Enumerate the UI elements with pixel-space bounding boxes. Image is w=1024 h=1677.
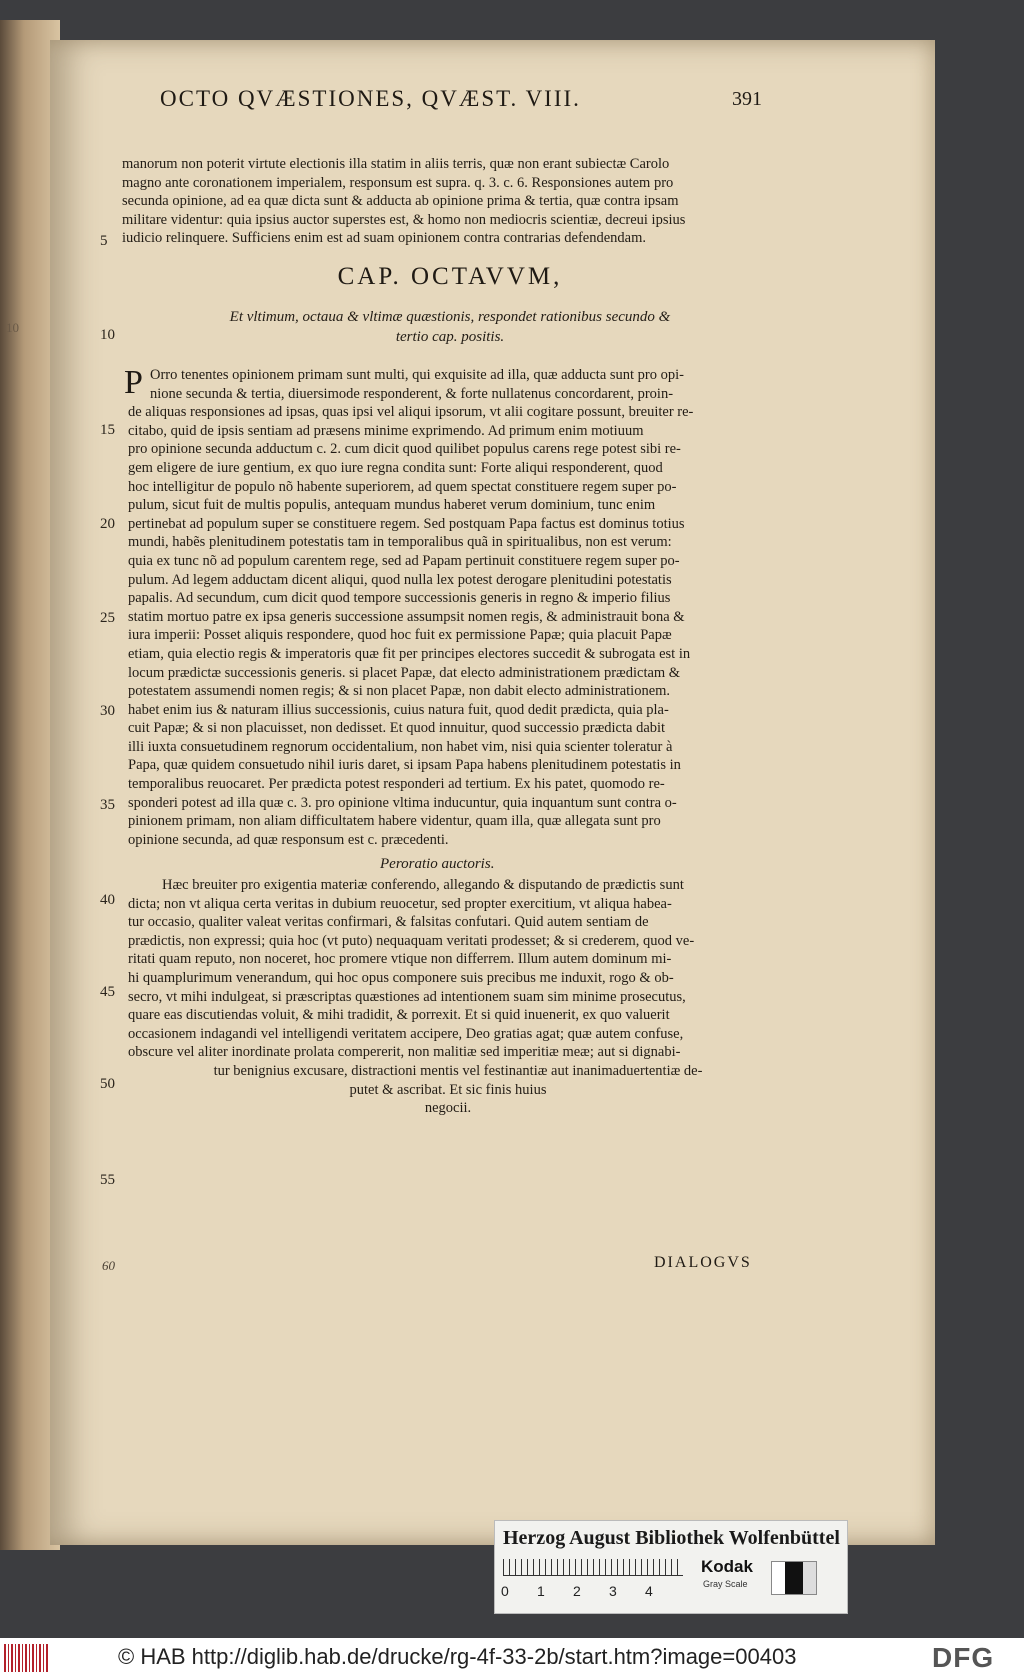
margin-line-number: 20: [100, 516, 115, 532]
subtitle-line: tertio cap. positis.: [395, 329, 505, 345]
catchword: DIALOGVS: [654, 1254, 752, 1271]
text-line: magno ante coronationem imperialem, responsum est supra. q. 3. c. 6. Responsiones autem pro: [122, 174, 674, 191]
text-line: de aliquas responsiones ad ipsas, quas ipsi vel aliqui ipsorum, vt alii cogitare possunt, breuiter re-: [128, 404, 694, 421]
text-line: gem eligere de iure gentium, ex quo iure regna condita sunt: Forte aliqui responderent, quod: [128, 459, 663, 476]
text-line: iudicio relinquere. Sufficiens enim est ad suam opinionem contra contrarias defendendam.: [122, 230, 646, 247]
margin-line-number: 15: [100, 422, 115, 438]
margin-line-number: 50: [100, 1076, 115, 1092]
text-line: citabo, quid de ipsis sentiam ad præsens minime exprimendo. Ad primum enim motiuum: [128, 422, 644, 439]
gray-scale-label: Gray Scale: [703, 1579, 748, 1589]
tick-label: 1: [537, 1583, 545, 1599]
tick-label: 2: [573, 1583, 581, 1599]
text-line: negocii.: [424, 1100, 472, 1117]
margin-line-number: 60: [102, 1258, 115, 1273]
chapter-heading: CAP. OCTAVVM,: [337, 263, 563, 290]
peroratio-heading: Peroratio auctoris.: [380, 856, 495, 872]
main-paragraph: [128, 366, 768, 849]
text-line: dicta; non vt aliqua certa veritas in dubium reuocetur, sed propter exercitium, vt aliqua habea-: [128, 895, 672, 912]
color-target-card: [494, 1520, 848, 1614]
margin-line-number: 45: [100, 984, 115, 1000]
text-line: quia ex tunc nõ ad populum carentem rege, sed ad Papam pertinuit constituere regem super po-: [128, 552, 680, 569]
text-line: militare videntur: quia ipsius auctor superstes est, & homo non mediocris scientiæ, decreui ipsius: [122, 211, 686, 228]
text-line: prædictis, non expressi; quia hoc (vt puto) nequaquam veritati prodesset; & si crederem, quod ve-: [128, 932, 695, 949]
text-line: hoc intelligitur de populo nõ habente superiorem, ad quem spectat constituere regem super po-: [128, 478, 677, 495]
margin-line-number: 40: [100, 892, 115, 908]
chapter-subtitle: [190, 307, 710, 347]
footer-bar: [0, 1638, 1024, 1677]
peroratio-paragraph: [128, 876, 768, 1118]
margin-line-number: 35: [100, 797, 115, 813]
text-line: secunda opinione, ad ea quæ dicta sunt & adducta ab opinione prima & tertia, quæ contra ipsam: [122, 193, 679, 210]
text-line: mundi, habẽs plenitudinem potestatis tam in temporalibus quã in spiritualibus, non est verum:: [128, 534, 672, 551]
text-line: etiam, quia electio regis & imperatoris quæ fit per principes electores succedit & subrogata est in: [128, 645, 691, 662]
margin-line-number: 30: [100, 703, 115, 719]
text-line: tur occasio, qualiter valeat veritas confirmari, & falsitas confutari. Quid autem sentiam de: [128, 914, 649, 931]
gray-swatch: [771, 1561, 817, 1595]
text-line: ritati quam reputo, non noceret, hoc promere vtique non differrem. Illum autem dominum mi-: [128, 951, 672, 968]
tick-label: 3: [609, 1583, 617, 1599]
text-line: statim mortuo patre ex ipsa generis successione assumpsit nomen regis, & administrauit bona &: [128, 608, 685, 625]
margin-line-number: 5: [100, 233, 108, 249]
text-line: pinionem primam, non aliam difficultatem habere videntur, quam illa, quæ allegata sunt pro: [128, 813, 661, 830]
spine-mark: 10: [6, 320, 19, 335]
text-line: pro opinione secunda adductum c. 2. cum dicit quod quilibet populus carens rege potest sibi re-: [128, 441, 681, 458]
text-line: Orro tenentes opinionem primam sunt multi, qui exquisite ad illa, quæ adducta sunt pro opi-: [150, 367, 684, 383]
tick-label: 0: [501, 1583, 509, 1599]
library-name: Herzog August Bibliothek Wolfenbüttel: [503, 1527, 840, 1549]
text-line: pulum. Ad legem adductam dicent aliqui, quod nulla lex potest derogare plenitudini potestatis: [128, 571, 672, 588]
dfg-logo: DFG: [932, 1642, 995, 1673]
text-line: pertinebat ad populum super se constituere regem. Sed postquam Papa factus est dominus totius: [128, 515, 685, 532]
page-number: 391: [732, 88, 762, 110]
text-line: iura imperii: Posset aliquis respondere, quod hoc fuit ex permissione Papæ; quia placuit Papæ: [128, 627, 672, 644]
kodak-logo: Kodak: [701, 1557, 753, 1576]
text-line: opinione secunda, ad quæ responsum est c. præcedenti.: [128, 831, 449, 848]
text-line: sponderi potest ad illa quæ c. 3. pro opinione vltima inducuntur, quia inquantum sunt contra o-: [128, 794, 677, 811]
text-line: habet enim ius & naturam illius successionis, cuius natura fuit, quod dedit prædicta, quia pla-: [128, 701, 669, 718]
text-line: potestatem assumendi nomen regis; & si non placet Papæ, non dabit electo administrationem.: [128, 683, 671, 700]
text-line: papalis. Ad secundum, cum dicit quod tempore successionis generis in regno & imperio filius: [128, 590, 671, 607]
subtitle-line: Et vltimum, octaua & vltimæ quæstionis, respondet rationibus secundo &: [229, 309, 671, 325]
margin-line-number: 55: [100, 1172, 115, 1188]
text-line: illi iuxta consuetudinem regnorum occidentalium, non habet vim, nisi quia scienter toleratur à: [128, 738, 673, 755]
text-line: secro, vt mihi indulgeat, si præscriptas quæstiones ad intentionem suam sim minime prosecutus,: [128, 988, 686, 1005]
text-line: putet & ascribat. Et sic finis huius: [349, 1081, 547, 1098]
tick-label: 4: [645, 1583, 653, 1599]
text-line: obscure vel aliter inordinate prolata compererit, non malitiæ sed imperitiæ meæ; aut si dignabi-: [128, 1044, 681, 1061]
ruler-ticks: [501, 1583, 681, 1599]
text-line: occasionem indagandi vel intelligendi veritatem accipere, Deo gratias agat; quæ autem confuse,: [128, 1025, 684, 1042]
text-line: nione secunda & tertia, diuersimode responderent, & forte nullatenus concordarent, proin-: [150, 385, 674, 402]
text-line: pulum, sicut fuit de multis populis, antequam mundus haberet verum dominium, tunc enim: [128, 497, 656, 514]
text-line: quare eas discutiendas voluit, & mihi tradidit, & porrexit. Et si quid inuenerit, ex quo valuerit: [128, 1007, 670, 1024]
barcode-icon: [4, 1644, 48, 1672]
text-line: cuit Papæ; & si non placuisset, non dedisset. Et quod innuitur, quod successio prædicta dabit: [128, 720, 666, 737]
scale-ruler: [503, 1559, 683, 1576]
margin-line-number: 10: [100, 327, 115, 343]
text-line: manorum non poterit virtute electionis illa statim in aliis terris, quæ non erant subiectæ Carolo: [122, 156, 670, 172]
intro-paragraph: [122, 155, 762, 248]
text-line: locum prædictæ successionis generis. si placet Papæ, dat electo administrationem prædictam &: [128, 664, 681, 681]
text-line: hi quamplurimum venerandum, qui hoc opus componere suis precibus me induxit, rogo & ob-: [128, 969, 674, 986]
text-line: temporalibus reuocaret. Per prædicta potest responderi ad tertium. Ex his patet, quomodo re-: [128, 776, 665, 793]
source-link[interactable]: © HAB http://diglib.hab.de/drucke/rg-4f-33-2b/start.htm?image=00403: [118, 1644, 797, 1669]
margin-line-number: 25: [100, 610, 115, 626]
drop-capital: P: [124, 364, 143, 401]
running-header: OCTO QVÆSTIONES, QVÆST. VIII.: [160, 86, 581, 111]
text-line: Hæc breuiter pro exigentia materiæ conferendo, allegando & disputando de prædictis sunt: [162, 877, 684, 893]
text-line: tur benignius excusare, distractioni mentis vel festinantiæ aut inanimaduertentiæ de-: [213, 1062, 703, 1079]
text-line: Papa, quæ quidem consuetudo nihil iuris daret, si ipsam Papa habens plenitudinem potestatis in: [128, 757, 681, 774]
